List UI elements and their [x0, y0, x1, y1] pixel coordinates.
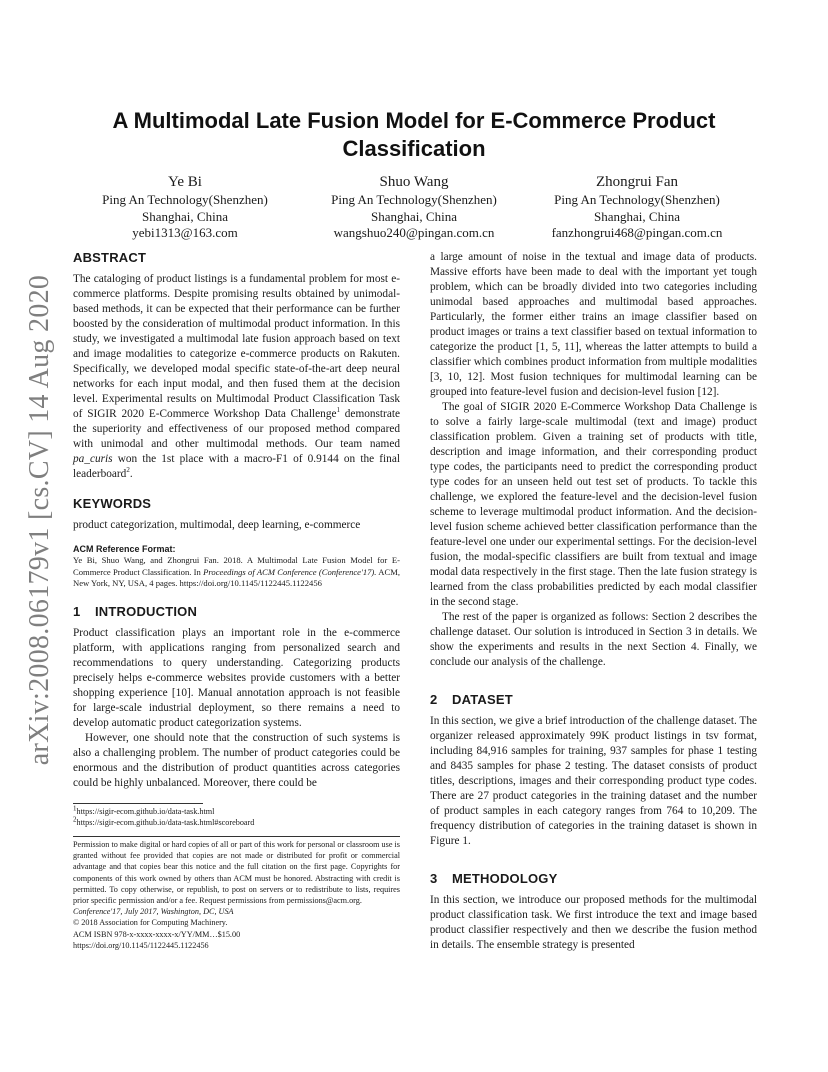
author-name: Shuo Wang	[379, 174, 449, 190]
left-column	[73, 250, 400, 791]
author-location: Shanghai, China	[371, 208, 457, 224]
dataset-heading: 2 DATASET	[430, 692, 513, 707]
conference-info: Conference'17, July 2017, Washington, DC, USA	[73, 907, 234, 917]
arxiv-sidebar	[20, 274, 60, 766]
right-column	[430, 250, 757, 953]
author-affiliation: Ping An Technology(Shenzhen)	[102, 192, 268, 207]
abstract-text: The cataloging of product listings is a fundamental problem for most e-commerce platforms. Despite promising results obtained by unimodal-based methods, it can be expected that their performance can be further boosted by the consideration of multimodal product information. In this study, we investigated a multimodal late fusion approach based on text and image modalities to categorize e-commerce products on Rakuten. Specifically, we developed modal specific state-of-the-art deep neural networks for each input modal, and then fused them at the decision level. Experimental results on Multimodal Product Classification Task of SIGIR 2020 E-Commerce Workshop Data Challenge$^1$ demonstrate the superiority and effectiveness of our proposed method compared with unimodal and other multimodal methods. Our team named pa_curis won the 1st place with a macro-F1 of 0.9144 on the final leaderboard$^2$.	[73, 273, 400, 480]
introduction-paragraph-2: However, one should note that the construction of such systems is also a challenging problem. The number of product categories could be enormous and the distribution of product quantities across categories could be highly unbalanced. Moreover, there could be	[73, 731, 400, 789]
paper-title: A Multimodal Late Fusion Model for E-Commerce Product Classification	[112, 108, 716, 161]
footnote-1: $^1$https://sigir-ecom.github.io/data-task.html	[73, 804, 215, 816]
methodology-paragraph: In this section, we introduce our proposed methods for the multimodal product classification task. We first introduce the text and image based product classifier respectively and then we describe the fusion method in details. The ensemble strategy is presented	[430, 894, 757, 951]
methodology-heading: 3 METHODOLOGY	[430, 871, 558, 886]
author-email: yebi1313@163.com	[132, 225, 238, 240]
footnote-2: $^2$https://sigir-ecom.github.io/data-task.html#scoreboard	[73, 815, 255, 827]
permission-block	[73, 836, 400, 951]
author-affiliation: Ping An Technology(Shenzhen)	[331, 192, 497, 207]
acm-reference-text: Ye Bi, Shuo Wang, and Zhongrui Fan. 2018. A Multimodal Late Fusion Model for E-Commerce Product Classification. In Proceedings of ACM Conference (Conference'17). ACM, New York, NY, USA, 4 pages. https://doi.org/10.1145/1122445.1122456	[73, 555, 400, 588]
author-name: Zhongrui Fan	[595, 174, 679, 190]
author-email: wangshuo240@pingan.com.cn	[333, 225, 495, 240]
keywords-text: product categorization, multimodal, deep learning, e-commerce	[73, 519, 361, 531]
isbn-line: ACM ISBN 978-x-xxxx-xxxx-x/YY/MM…$15.00	[73, 929, 241, 939]
arxiv-identifier: arXiv:2008.06179v1 [cs.CV] 14 Aug 2020	[24, 274, 55, 766]
footnotes	[73, 803, 255, 828]
author-name: Ye Bi	[168, 174, 202, 190]
intro-paragraph-4: The goal of SIGIR 2020 E-Commerce Workshop Data Challenge is to solve a fairly large-scale multimodal (text and image) product classification problem. Given a training set of products with title, description and image information, and their corresponding product type codes, the participants need to predict the corresponding product type codes for an unseen held out test set of products. To tackle this challenge, we explored the feature-level and the decision-level fusion scheme to leverage multimodal product information. And the decision-level fusion scheme achieved better classification performance than the feature-level one under our experimental settings. For the decision-level fusion, the modal-specific classifiers are built from textual and image modal data respectively in the first stage. Then the late fusion strategy is learned from the class probabilities predicted by each modal classifier in the second stage.	[430, 401, 757, 608]
author-3	[522, 172, 752, 242]
author-location: Shanghai, China	[142, 208, 228, 224]
dataset-paragraph: In this section, we give a brief introduction of the challenge dataset. The organizer released approximately 99K product listings in tsv format, including 84,916 samples for training, 937 samples for phase 1 testing and 8435 samples for phase 2 testing. The dataset consists of product titles, descriptions, images and their corresponding product type codes. There are 27 product categories in the training dataset and the number of product samples in each category ranges from 764 to 10,209. The frequency distribution of categories in the training dataset is shown in Figure 1.	[430, 715, 757, 847]
copyright-line: © 2018 Association for Computing Machinery.	[73, 918, 228, 928]
author-location: Shanghai, China	[594, 208, 680, 224]
author-affiliation: Ping An Technology(Shenzhen)	[554, 192, 720, 207]
intro-paragraph-3: a large amount of noise in the textual and image data of products. Massive efforts have been made to deal with the important yet tough problem, which can be broadly divided into two categories including unimodal based approaches and multimodal based approaches. Particularly, the former either trains an image classifier based on product images or trains a text classifier based on textual information to categorize the product [1, 5, 11], whereas the latter attempts to build a classifier which combines product information from multiple modalities [3, 10, 12]. Most fusion techniques for multimodal learning can be grouped into feature-level fusion and decision-level fusion [12].	[430, 251, 757, 398]
abstract-heading: ABSTRACT	[73, 250, 147, 265]
author-2	[299, 172, 529, 242]
introduction-heading: 1 INTRODUCTION	[73, 603, 198, 619]
introduction-paragraph-1: Product classification plays an important role in the e-commerce platform, with applications ranging from personalized search and recommendations to query understanding. Categorizing products precisely helps e-commerce websites provide customers with a better shopping experience [10]. Manual annotation approach is not feasible for large-scale industrial deployment, so there remains a need to develop automatic product categorization systems.	[73, 626, 400, 729]
keywords-heading: KEYWORDS	[73, 496, 152, 511]
permission-text: Permission to make digital or hard copies of all or part of this work for personal or classroom use is granted without fee provided that copies are not made or distributed for profit or commercial advantage and that copies bear this notice and the full citation on the first page. Copyrights for components of this work owned by others than ACM must be honored. Abstracting with credit is permitted. To copy otherwise, or republish, to post on servers or to redistribute to lists, requires prior specific permission and/or a fee. Request permissions from permissions@acm.org.	[73, 840, 400, 906]
intro-paragraph-5: The rest of the paper is organized as follows: Section 2 describes the challenge dataset. Our solution is introduced in Section 3 in details. We show the experiments and results in the next Section 4. Finally, we conclude our analysis of the challenge.	[430, 611, 757, 668]
doi-line: https://doi.org/10.1145/1122445.1122456	[73, 940, 209, 950]
acm-reference-heading: ACM Reference Format:	[73, 544, 176, 554]
author-1	[70, 172, 300, 242]
author-email: fanzhongrui468@pingan.com.cn	[551, 225, 723, 240]
